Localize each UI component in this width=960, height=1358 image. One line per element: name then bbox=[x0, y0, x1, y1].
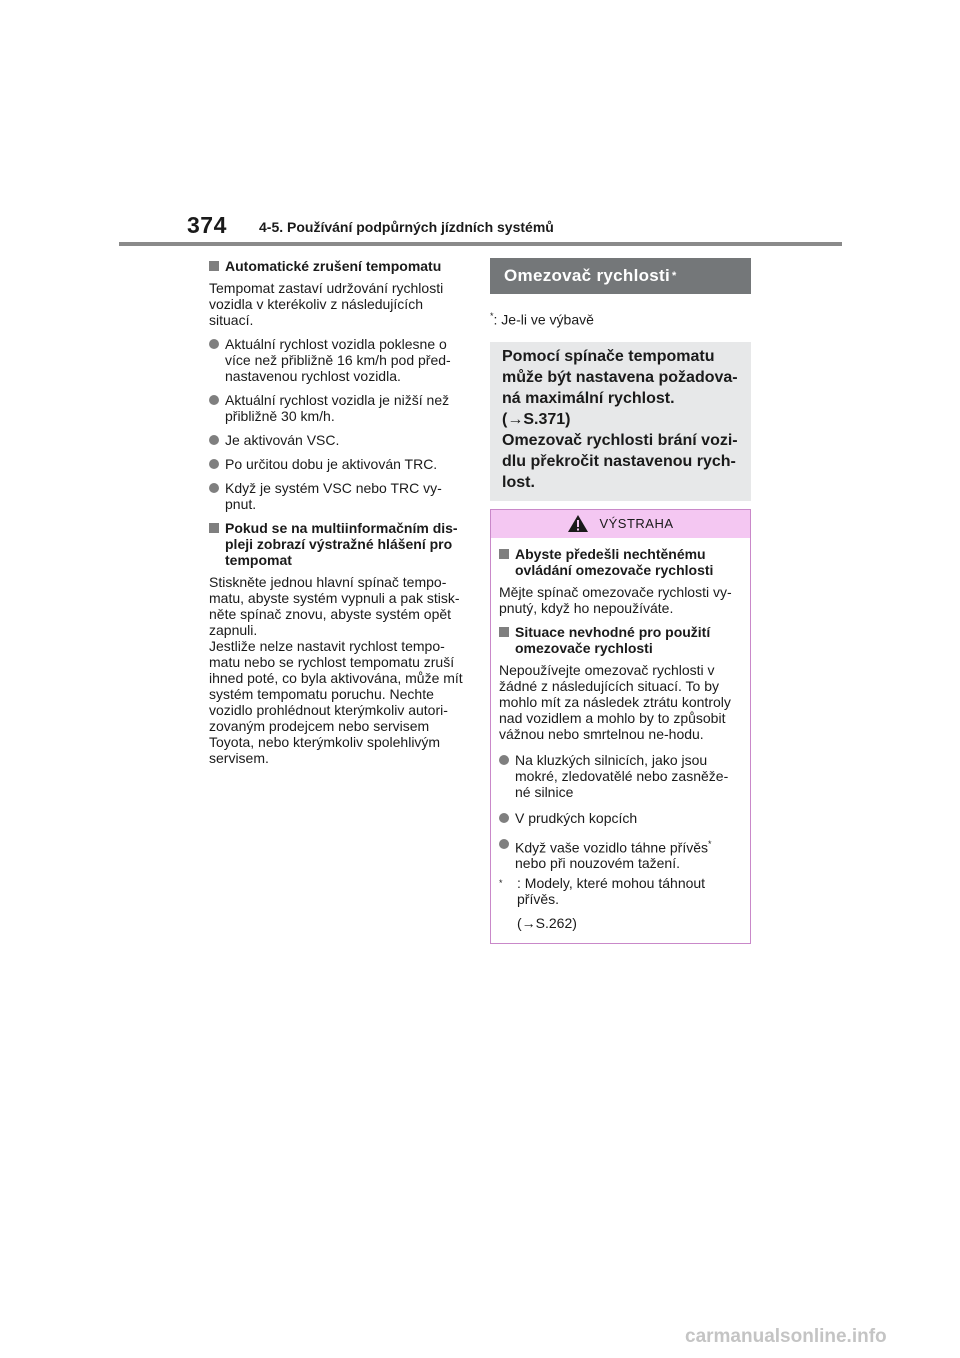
equipment-note bbox=[490, 308, 751, 328]
warning-bullet: Na kluzkých silnicích, jako jsou mokré, zledovatělé nebo zasněže-né silnice bbox=[499, 752, 742, 800]
page-number: 374 bbox=[187, 212, 227, 238]
summary-line: Omezovač rychlosti brání vozi- bbox=[502, 431, 738, 449]
warning-message-body-2: Jestliže nelze nastavit rychlost tempo-matu nebo se rychlost tempomatu zruší ihned poté, co byla aktivována, může mít systém tempomatu poruchu. Nechte vozidlo prohlédnout kterýmkoliv autori-zovaným prodejcem nebo servisem Toyota, nebo kterýmkoliv spolehlivým servisem. bbox=[209, 638, 463, 766]
summary-line: dlu překročit nastavenou rych- bbox=[502, 452, 736, 470]
auto-cancel-bullet: Je aktivován VSC. bbox=[209, 432, 469, 448]
footnote bbox=[499, 875, 742, 907]
summary-line: Pomocí spínače tempomatu bbox=[502, 347, 715, 365]
auto-cancel-intro: Tempomat zastaví udržování rychlosti vozidla v kterékoliv z následujících situací. bbox=[209, 280, 444, 328]
warning-message-heading: Pokud se na multiinformačním dis-pleji zobrazí výstražné hlášení pro tempomat bbox=[209, 520, 469, 568]
note-mark: * bbox=[490, 311, 494, 321]
warning-heading-1: Abyste předešli nechtěnému ovládání omezovače rychlosti bbox=[499, 546, 742, 578]
summary-box bbox=[490, 342, 751, 501]
auto-cancel-bullet: Po určitou dobu je aktivován TRC. bbox=[209, 456, 469, 472]
warning-triangle-icon bbox=[567, 514, 589, 533]
section-header-title: 4-5. Používání podpůrných jízdních systémů bbox=[259, 219, 554, 235]
warning-body bbox=[491, 538, 750, 944]
footnote-mark bbox=[499, 875, 503, 895]
footnote-reference: (→S.262) bbox=[517, 915, 577, 932]
left-column bbox=[209, 258, 469, 766]
trailer-tail: nebo při nouzovém tažení. bbox=[515, 855, 680, 872]
warning-paragraph-1: Mějte spínač omezovače rychlosti vy-pnutý, když ho nepoužíváte. bbox=[499, 583, 732, 616]
warning-heading-2: Situace nevhodné pro použití omezovače rychlosti bbox=[499, 624, 742, 656]
summary-line: (→S.371) bbox=[502, 410, 571, 428]
warning-box bbox=[490, 509, 751, 945]
header-divider bbox=[119, 242, 842, 246]
warning-bullet: V prudkých kopcích bbox=[499, 810, 742, 826]
auto-cancel-bullet: Když je systém VSC nebo TRC vy-pnut. bbox=[209, 480, 469, 512]
right-column bbox=[490, 258, 751, 944]
footnote-text: : Modely, které mohou táhnout přívěs. bbox=[517, 875, 706, 908]
warning-paragraph-2: Nepoužívejte omezovač rychlosti v žádné z následujících situací. To by mohlo mít za následek ztrátu kontroly nad vozidlem a mohlo by to způsobit vážnou nebo smrtelnou ne-hodu. bbox=[499, 661, 731, 742]
auto-cancel-bullet: Aktuální rychlost vozidla poklesne o více než přibližně 16 km/h pod před-nastavenou rychlost vozidla. bbox=[209, 336, 469, 384]
trailer-text: Když vaše vozidlo táhne přívěs bbox=[515, 839, 708, 856]
footnote-asterisk: * bbox=[499, 878, 503, 889]
summary-line: může být nastavena požadova- bbox=[502, 368, 738, 386]
warning-title: VÝSTRAHA bbox=[599, 515, 674, 531]
watermark: carmanualsonline.info bbox=[685, 1326, 887, 1347]
section-title-text: Omezovač rychlosti bbox=[504, 266, 671, 285]
warning-message-body-1: Stiskněte jednou hlavní spínač tempo-matu, abyste systém vypnuli a pak stisk-něte spínač znovu, abyste systém opět zapnuli. bbox=[209, 574, 460, 638]
trailer-mark: * bbox=[708, 838, 712, 849]
note-text: : Je-li ve výbavě bbox=[493, 311, 594, 328]
auto-cancel-heading: Automatické zrušení tempomatu bbox=[209, 258, 469, 274]
speed-limiter-section-title bbox=[490, 258, 751, 294]
warning-header bbox=[491, 510, 750, 538]
summary-line: lost. bbox=[502, 473, 535, 491]
summary-line: ná maximální rychlost. bbox=[502, 389, 675, 407]
section-title-asterisk: * bbox=[672, 270, 677, 282]
auto-cancel-bullet: Aktuální rychlost vozidla je nižší než přibližně 30 km/h. bbox=[209, 392, 469, 424]
warning-bullet-trailer bbox=[499, 836, 742, 872]
